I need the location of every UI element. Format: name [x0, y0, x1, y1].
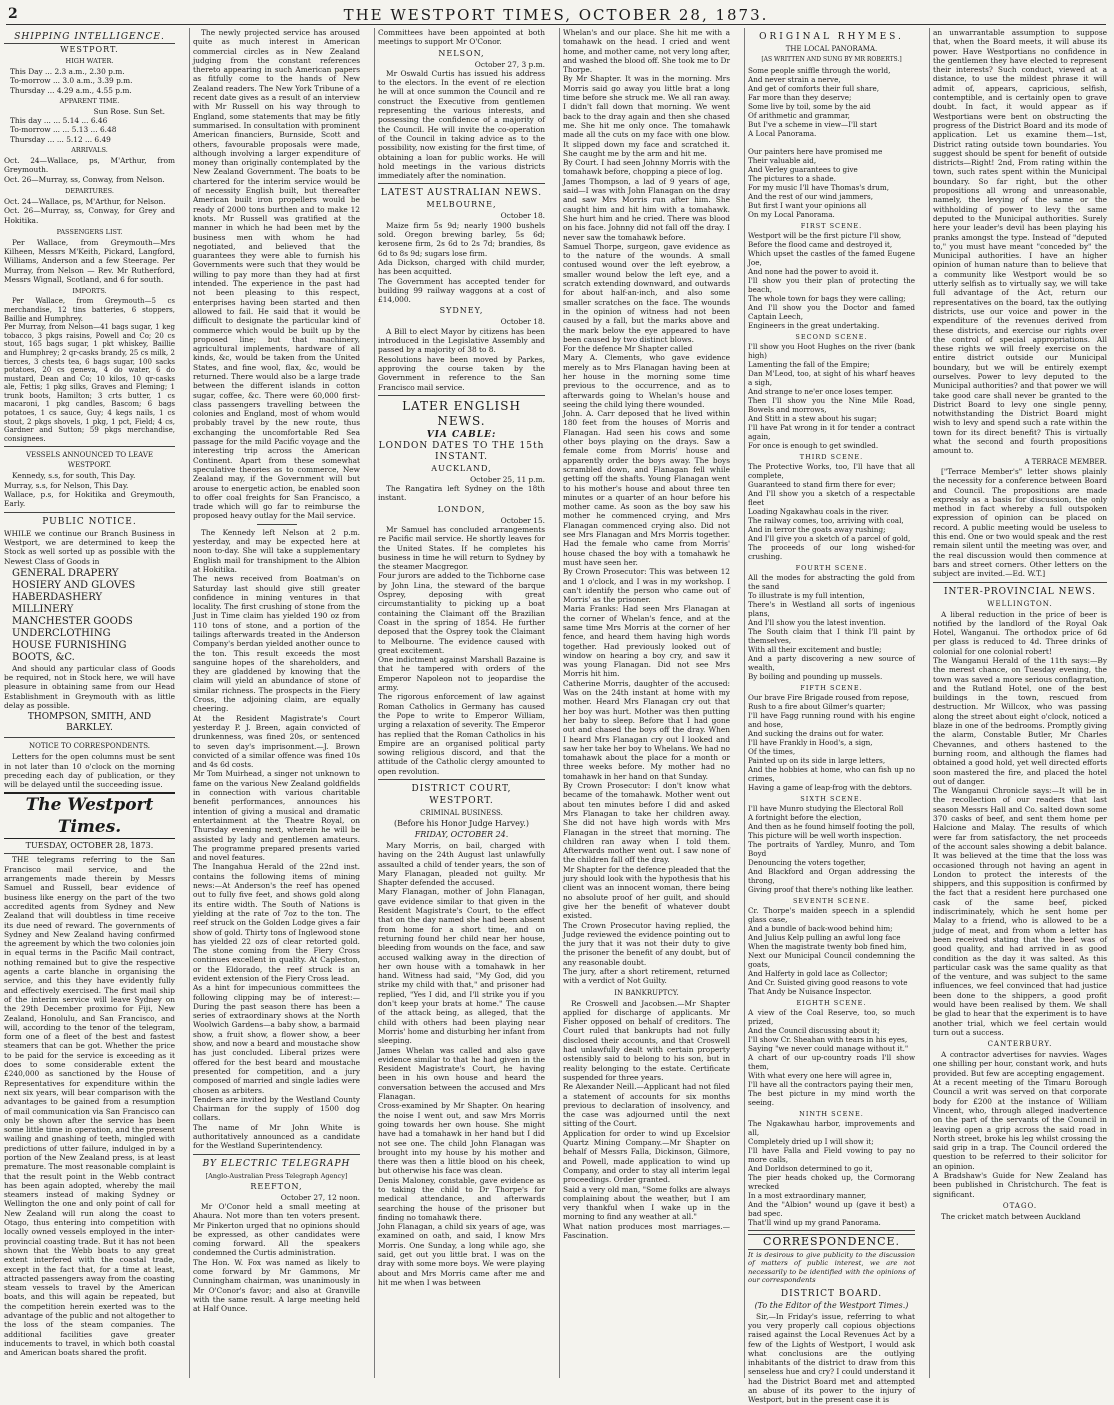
divider [378, 395, 545, 396]
imports-heading: IMPORTS. [72, 287, 107, 296]
sydney-date: October 18. [500, 317, 545, 327]
scene-text: All the modes for abstracting the gold from the sand To illustrate is my full intention, There's in Westland all sorts of ingenious plans, And I'll show you the latest invention. The South claim that I think I'll paint by themselves, With all their excitement and bustle; And a party discovering a new source of wealth, By boiling and pounding up mussels. [748, 573, 915, 681]
public-notice-body: And should any particular class of Goods be required, not in Stock here, we will have pleasure in obtaining same from our Head Establishment in Greymouth with as little delay as possible. [4, 663, 175, 710]
goods-item: MILLINERY [12, 603, 74, 615]
nelson-date: October 27, 3 p.m. [474, 59, 545, 69]
reefton-heading: REEFTON, [250, 1181, 303, 1191]
paper-title: The Westport Times. [4, 792, 175, 839]
shipping-heading: SHIPPING INTELLIGENCE. [4, 31, 175, 44]
imports-text: Per Wallace, from Greymouth—5 cs merchandise, 12 tins batteries, 6 stoppers, Baillie and Humphrey. Per Murray, from Nelson—41 bags sugar, 1 keg tobacco, 3 pkgs raisins, Powell and Co; 20 cs stout, 165 bags sugar, 1 pkt whiskey, Baillie and Humphrey; 2 qr-casks brandy, 25 cs milk, 2 tierces, 3 chests tea, 6 bags sugar, 100 sacks potatoes, 20 cs geneva, 4 do water, 6 do mustard, Dean and Co; 10 kilos, 10 qr-casks ale, Fettis; 1 pkg silks, Graves and Fleming; 1 trunk boots, Hamilton; 3 crts butter, 1 cs macaroni, 1 pkg candles, Bascom; 6 bags potatoes, 1 cs sauce, Guy; 4 kegs nails, 1 cs stout, 2 pkgs shovels, 1 pkg, 1 pct, Field; 4 cs, Gardner and Sutton; 59 pkgs merchandise, consignees. [4, 297, 175, 443]
goods-list [4, 568, 175, 664]
divider [4, 446, 175, 447]
column-4 [559, 28, 733, 1378]
bankruptcy-heading: IN BANKRUPTCY. [614, 988, 679, 997]
scene-heading: THIRD SCENE. [799, 453, 864, 461]
scene-text: Our brave Fire Brigade roused from repose, Rush to a fire about Gilmer's quarter; I'll have Fagg running round with his engine and hose, And sucking the drains out for water. I'll have Frankly in Hood's, a sign, Of the times, Painted up on its side in large letters, And the hobbies at home, who can fish up no crimes, Having a game of leap-frog with the debtors. [748, 693, 915, 792]
scene-heading: FIFTH SCENE. [800, 684, 863, 692]
melbourne-heading: MELBOURNE, [426, 200, 497, 210]
sun-row: To-morrow ... ... 5.13 ... 6.48 [10, 125, 117, 135]
scene-text: The Ngakawhau harbor, improvements and all, Completely dried up I will show it; I'll have Falla and Field vowing to pay no more calls, And Dorldson determined to go it, The pier heads choked up, the Cormorang wrecked In a most extraordinary manner, And the "Albion" wound up (gave it best) a bad spec. That'll wind up my grand Panorama. [748, 1119, 915, 1227]
column-6 [929, 28, 1110, 1378]
local-news: The Kennedy left Nelson at 2 p.m. yesterday, and may be expected here at noon to-day. She will take a supplementary English mail for transhipment to the Albion at Hokitika. The news received from Boatman's on Saturday last should give still greater confidence in mining ventures in that locality. The first crushing of stone from the Just in Time claim has yielded 190 oz from 110 tons of stone, and a portion of the tailings afterwards treated in the Anderson Company's berdan yielded another ounce to the ton. This result exceeds the most sanguine hopes of the shareholders, and they are gladdened by knowing that the claim will yield an abundance of stone of similar richness. The prospects in the Fiery Cross, the adjoining claim, are equally cheering. At the Resident Magistrate's Court yesterday P. J. Breen, again convicted of drunkenness, was fined 20s, or sentenced to seven day's imprisonment.—J. Brown convicted of a similar offence was fined 10s and 4s 6d costs. Mr Tom Muirhead, a singer not unknown to fame on the various New Zealand goldfields in connection with various charitable benefit performances, announces his intention of giving a musical and dramatic entertainment at the Theatre Royal, on Thursday evening next, wherein he will be assisted by lady and gentlemen amateurs. The programme prepared presents varied and novel features. The Inangahua Herald of the 22nd inst. contains the following items of mining news:—At Anderson's the reef has opened out to fully five feet, and shows gold along its entire width. The South of Nations is yielding at the rate of 7oz to the ton. The reef struck on the Golden Lodge gives a fair show of gold. Thirty tons of Inglewood stone has yielded 22 ozs of clear retorted gold. The stone coming from the Fiery Cross continues excellent in quality. At Capleston, or the Eldorado, the reef struck is an evident extension of the Fiery Cross lead. As a hint for impecunious committees the following clipping may be of interest:—During the past season there has been a series of extraordinary shows at the North Woolwich Gardens—a baby show, a barmaid show, a fruit show, a flower show, a beer show, and now a beard and moustache show has just concluded. Liberal prizes were offered for the best beard and moustache presented for competition, and a jury composed of married and single ladies were chosen as arbiters. Tenders are invited by the Westland County Chairman for the supply of 1500 dog collars. The name of Mr John White is authoritatively announced as a candidate for the Westland Superintendency. [193, 527, 360, 1151]
arrivals-text: Oct. 24—Wallace, ps, M'Arthur, from Greymouth. Oct. 26—Murray, ss, Conway, from Nelson. [4, 156, 175, 184]
column-5 [744, 28, 918, 1405]
column-3 [374, 28, 548, 1378]
goods-item: HOSIERY AND GLOVES [12, 579, 136, 591]
wellington-heading: WELLINGTON. [987, 599, 1053, 608]
reefton-continued: Committees have been appointed at both meetings to support Mr O'Conor. [378, 28, 545, 47]
via-cable: VIA CABLE: [426, 429, 497, 440]
melbourne-text: Maize firm 5s 9d; nearly 1900 bushels sold. Oregon brewing barley, 5s 6d; kerosene firm, 2s 6d to 2s 7d; brandies, 8s 6d to 8s 9d; sugars lose firm. Ada Dickson, charged with child murder, has been acquitted. The Government has accepted tender for building 99 railway waggons at a cost of £14,000. [378, 220, 545, 305]
auckland-heading: AUCKLAND, [431, 463, 492, 473]
goods-item: GENERAL DRAPERY [12, 567, 119, 579]
divider [378, 183, 545, 184]
telegraph-heading: BY ELECTRIC TELEGRAPH [202, 1158, 351, 1169]
before-judge: (Before his Honor Judge Harvey.) [394, 819, 529, 828]
departures-heading: DEPARTURES. [65, 186, 114, 195]
panorama-verse: Some people sniffle through the world, And never strain a nerve, And get of comforts their full share, Far more than they deserve; Some live by toil, some by the aid Of arithmetic and grammar, But I've a scheme in view—I'll start A Local Panorama. Our painters here have promised me Their valuable aid, And Verley guarantees to give The pictures to a shade. For my music I'll have Thomas's drum, And the rest of our wind jammers, But first I want your opinions all On my Local Panorama. [748, 66, 891, 219]
column-2 [189, 28, 363, 1378]
court-text: Mary Morris, on bail, charged with having on the 24th August last unlawfully assaulted a child of tender years, the son of Mary Flanagan, pleaded not guilty. Mr Shapter defended the accused. Mary Flanagan, mother of John Flanagan, gave evidence similar to that given in the Resident Magistrate's Court, to the effect that on the day named she had been absent from home for a short time, and on returning found her child near her house, bleeding from wounds on the face, and saw accused walking away in the direction of her own house with a tomahawk in her hand. Witness had said, "My God, did you strike my child with that," and prisoner had replied, "Yes I did, and I'll strike you if you don't keep your brats at home." The cause of the attack being, as alleged, that the child with others had been playing near Morris' home and disturbing her infant from sleeping. James Whelan was called and also gave evidence similar to that he had given in the Resident Magistrate's Court, he having been in his own house and heard the conversation between the accused and Mrs Flanagan. Cross-examined by Mr Shapter. On hearing the noise I went out, and saw Mrs Morris going towards her own house. She might have had a tomahawk in her hand but I did not see one. The child John Flanagan was brought into my house by his mother and there was then a little blood on his cheek, but otherwise his face was clean. Denis Maloney, constable, gave evidence as to taking the child to Dr Thorpe's for medical attendance, and afterwards searching the house of the prisoner but finding no tomahawk there. John Flanagan, a child six years of age, was examined on oath, and said, I know Mrs Morris. One Sunday, a long while ago, she said, get out you little brat. I was on the dray with some more boys. We were playing about and Mrs Morris came after me and hit me when I was between [378, 841, 545, 1287]
scene-heading: SIXTH SCENE. [800, 795, 863, 803]
divider [4, 737, 175, 738]
nelson-heading: NELSON, [438, 48, 485, 58]
later-english-heading: LATER ENGLISH NEWS. [402, 398, 521, 428]
correspondents-text: Letters for the open columns must be sent in not later than 10 o'clock on the morning preceding each day of publication, or they will be delayed until the succeeding issue. [4, 752, 175, 790]
tide-row: Thursday ... 4.29 a.m., 4.55 p.m. [10, 85, 132, 95]
scenes [748, 222, 915, 1227]
london-date: October 15. [500, 515, 545, 525]
rhymes-heading: ORIGINAL RHYMES. [759, 32, 904, 42]
masthead [6, 4, 1106, 25]
melbourne-date: October 18. [500, 211, 545, 221]
departures-text: Oct. 24—Wallace, ps, M'Arthur, for Nelson. Oct. 26—Murray, ss, Conway, for Grey and Hokitika. [4, 196, 175, 225]
london-text: Mr Samuel has concluded arrangements re Pacific mail service. He shortly leaves for the United States. If he completes his business in time he will return to Sydney by the steamer Macgregor. Four jurors are added to the Tichborne case by John Lina, the steward of the barque Osprey, deposing with great circumstantiality to picking up a boat containing the Claimant off the Brazilian Coast in the spring of 1854. He further deposed that the Osprey took the Claimant to Melbourne. The evidence caused with great excitement. One indictment against Marshall Bazaine is that he tampered with orders of the Emperor Napoleon not to jeopardise the army. The rigorous enforcement of law against Roman Catholics in Germany has caused the Pope to write to Emperor William, urging a relaxation of severity. The Emperor has replied that the Roman Catholics in his Empire are an organised political party sowing religious discord, and that the attitude of the Catholic clergy amounted to open revolution. [378, 524, 545, 776]
tide-row: To-morrow ... 3.0 a.m., 3.39 p.m. [10, 76, 133, 86]
correspondence-heading: CORRESPONDENCE. [748, 1234, 915, 1250]
scene-heading: NINTH SCENE. [799, 1110, 864, 1118]
masthead-title: THE WESTPORT TIMES, OCTOBER 28, 1873. [343, 6, 769, 24]
scene-text: Cr. Thorpe's maiden speech in a splendid glass case, And a bundle of back-wood behind him; And Julius Kelp pulling an awful long face When the magistrate twenty bob fined him, Next our Municipal Council condemning the goats, And Halferty in gold lace as Collector; And Cr. Suisted giving good reasons to vote That Andy be Nuisance Inspector. [748, 906, 915, 996]
goods-item: HABERDASHERY [12, 591, 103, 603]
canterbury-heading: CANTERBURY. [987, 1040, 1053, 1049]
divider [748, 1230, 915, 1231]
panorama-heading: THE LOCAL PANORAMA. [785, 45, 878, 53]
otago-heading: OTAGO. [1002, 1201, 1038, 1210]
district-board-letter: Sir,—In Friday's issue, referring to what you very properly call copious objections raised against the Local Revenues Act by a few of the Lights of Westport, I would ask what conclusions are the outlying inhabitants of the district to draw from this senseless hue and cry? I could understand it had the District Board met and attempted an abuse of its power to the injury of Westport, but in the present case it is [748, 1311, 915, 1405]
tide-row: This Day ... 2.3 a.m., 2.30 p.m. [10, 67, 125, 76]
divider [4, 512, 175, 513]
scene-heading: FOURTH SCENE. [795, 564, 868, 572]
inter-provincial-heading: INTER-PROVINCIAL NEWS. [944, 586, 1096, 597]
high-water-heading: HIGH WATER. [65, 57, 114, 65]
scene-text: I'll have Munro studying the Electoral Roll A fortnight before the election, And then as he found himself footing the poll, This picture will be well worth inspection. The portraits of Yardley, Munro, and Tom Boyd Denouncing the voters together, And Blackford and Organ addressing the throng, Giving proof that there's nothing like leather. [748, 804, 915, 894]
shipping-place: WESTPORT. [60, 45, 119, 54]
paper-date: TUESDAY, OCTOBER 28, 1873. [4, 841, 175, 854]
nelson-text: Mr Oswald Curtis has issued his address to the electors. In the event of re election he will at once summon the Council and re construct the Executive from gentlemen representing the various interests, and possessing the confidence of a majority of the Council. He will invite the co-operation of the Council in taking advice as to the possibility, now existing for the first time, of obtaining a loan for public works. He will hold meetings in the various districts immediately after the nomination. [378, 68, 545, 181]
divider [257, 524, 297, 525]
goods-item: HOUSE FURNISHING [12, 639, 127, 651]
scene-text: The Protective Works, too, I'll have that all complete, Guaranteed to stand firm there for ever; And I'll show you a sketch of a respectable fleet Loading Ngakawhau coals in the river. The railway comes, too, arriving with coal, And in terror the goats away rushing; And I'll give you a sketch of a parcel of gold, The proceeds of our long wished-for crushing. [748, 462, 915, 561]
board-letter-signature: A TERRACE MEMBER. [1024, 457, 1107, 466]
goods-item: UNDERCLOTHING [12, 627, 111, 639]
wellington-text: A liberal reduction in the price of beer is notified by the landlord of the Royal Oak Hotel, Wanganui. The orthodox price of 6d per glass is reduced to 4d. Three drinks of colonial for one colonial robert! The Wanganui Herald of the 11th says:—By the merest chance, on Tuesday evening, the town was saved a more serious conflagration, and the Rutland Hotel, one of the best buildings in the town, rescued from destruction. Mr Willcox, who was passing along the street about eight o'clock, noticed a blaze in one of the bedrooms. Promptly giving the alarm, Constable Butler, Mr Charles Chevannes, and others hastened to the burning room, and although the flames had obtained a good hold, yet well directed efforts soon mastered the fire, and placed the hotel out of danger. The Wanganui Chronicle says:—It will be in the recollection of our readers that last season Messrs Hall and Co. salted down some 370 casks of beef, and sent them home per Halcione and Malay. The results of which were far from satisfactory, the net proceeds of the account sales showing a debit balance. It was believed at the time that the loss was occasioned through not having an agent in London to protect the interests of the shippers, and this supposition is confirmed by the fact that a resident here purchased one cask of the same beef, picked indiscriminately, which he sent home per Malay to a friend, who is allowed to be a judge of meat, and from whom a letter has been received stating that the beef was of good quality, and had arrived in as good condition as the day it was salted. As this particular cask was the same quality as that of the venture, and was subject to the same influences, we feel convinced that had justice been done to the shippers, a good profit would have been realised by them. We shall be glad to hear that the experiment is to have another trial, which we feel certain would turn out a success. [933, 609, 1107, 1037]
scene-text: A view of the Coal Reserve, too, so much prized, And the Council discussing about it; I'll show Cr. Sheahan with tears in his eyes, Saying "we never could manage without it." A chart of our up-country roads I'll show them, With what every one here will agree in, I'll have all the contractors paying their men, The best picture in my mind worth the seeing. [748, 1008, 915, 1107]
passengers-heading: PASSENGERS LIST. [56, 227, 123, 236]
otago-text: The cricket match between Auckland [941, 1211, 1081, 1221]
editorial-text: THE telegrams referring to the San Francisco mail service, and the arrangements made therein by Messrs Samuel and Russell, bear evidence of business like energy on the part of the two accredited agents from Sydney and New Zealand that will doubtless in time receive its due need of reward. The governments of Sydney and New Zealand having confirmed the agreement by which the two colonies join in equal terms in the Pacific Mail contract, nothing remained but to give the respective agents a carte blanche in organising the service, and this they have evidently fully and effectively exercised. The first mail ship of the interim service will leave Sydney on the 29th December proximo for Fiji, New Zealand, Honolulu, and San Francisco, and will, according to the tenor of the telegram, form one of a fleet of the best and fastest steamers that can be got. Whether the price to be paid for the service is exceeding as it does to some considerable extent the £240,000 as sanctioned by the House of Representatives for expenditure within the next six years, will bear comparison with the advantages to be gained from a resumption of mail communication via San Francisco can only be shown after the service has been some little time in operation, and the present wailing and gnashing of teeth, mingled with predictions of utter failure, indulged in by a portion of the New Zealand press, is at least premature. The most reasonable complaint is that the result point in the Webb contract has been again adopted, whereby the mail steamers instead of making Sydney or Wellington the one and only point of call for New Zealand will run along the coast to Otago, thus entering into competition with locally owned vessels employed in the inter-provincial coasting trade. But it has not been shown that the Webb boats to any great extent interfered with the coastal trade, except in the fact that, for a time at least, attracted passengers away from the coasting steam vessels to travel by the American boats, and this will again be repeated, but the competition herein exerted was to the advantage of the public and not altogether to the loss of the steam companies. The additional facilities gave greater inducements to travel, in which both coastal and American boats shared the profit. [4, 855, 175, 1358]
sydney-heading: SYDNEY, [439, 306, 484, 316]
london-heading: LONDON, [437, 504, 486, 514]
district-board-heading: DISTRICT BOARD. [780, 1288, 883, 1299]
correspondents-heading: NOTICE TO CORRESPONDENTS. [28, 742, 151, 751]
scene-heading: FIRST SCENE. [800, 222, 863, 230]
arrivals-heading: ARRIVALS. [71, 146, 108, 155]
editorial-continued: The newly projected service has aroused quite as much interest in American commercial circles as in New Zealand judging from the constant references thereto appearing in such American papers as fitfully come to the hands of New Zealand readers. The New York Tribune of a recent date gives as a result of an interview with Mr Russell on his way through to England, some statements that may be fitly summarised. In consultation with prominent American financiers, Burnside, Scott and others, favourable proposals were made, although involving a larger expenditure of money than originally contemplated by the New Zealand Government. The boats to be chartered for the interim service would be of necessity English built, but thereafter American built iron propellers would be ready of 2000 tons burthen and to make 12 knots. Mr Russell was gratified at the manner in which he had been met by the business men with whom he had negotiated, and believed that the guarantees they were able to furnish his Governments were such that they would be willing to pay more than they had at first intended. The experience in the past had not been pleasing to this respect, enterprises having been started and then allowed to fail. He said that it would be difficult to designate the particular kind of commerce which would be built up by the proposed line; but that machinery, agricultural implements, hardware of all kinds, &c, would be taken from the United States, and fine wool, flax, &c, would be returned. There would also be a large trade between the different islands in cotton sugar, coffee, &c. There were 60,000 first-class passengers travelling between the colonies and England, most of whom would probably travel by the new route, thus exchanging the uncomfortable Red Sea passage for the mild Pacific voyage and the interesting trip across the American Continent. Apart from these somewhat speculative theories as to commerce, New Zealand may, if the Government will but arouse to energetic action, be enabled soon to offer coal freights for San Francisco, a trade which will go far to reimburse the proposed heavy outlay for the Mail service. [193, 28, 360, 521]
scene-heading: SECOND SCENE. [795, 333, 868, 341]
district-court-heading: DISTRICT COURT, WESTPORT. [411, 784, 512, 806]
goods-item: BOOTS, &C. [12, 651, 75, 663]
sun-heading: Sun Rose. Sun Set. [93, 106, 165, 116]
scene-heading: EIGHTH SCENE. [796, 999, 867, 1007]
scene-text: I'll show you Hoot Hughes on the river (bank high) Lamenting the fall of the Empire; Dan M'Leod, too, at sight of his wharf heaves a sigh, And strange to ne'er once loses temper. Then I'll show you the Nine Mile Road, Bowels and morrows, And Stitt in a stew about his sugar; I'll have Pat wrong in it for tender a contract again, For once is enough to get swindled. [748, 342, 915, 450]
correspondence-note: It is desirous to give publicity to the discussion of matters of public interest, we are not necessarily to be identified with the opinions of our correspondents [748, 1251, 915, 1285]
reefton-text: Mr O'Conor held a small meeting at Ahaura. Not more than ten voters present. Mr Pinkerton urged that no opinions should be expressed, as other candidates were coming forward. All the speakers condemned the Curtis administration. The Hon. W. Fox was named as likely to come forward by Mr Gammons, Mr Cunningham chairman, was unanimously in Mr O'Conor's favor; and also at Granville with the same result. A large meeting held at Half Ounce. [193, 1201, 360, 1314]
divider [378, 779, 545, 780]
divider [193, 1154, 360, 1155]
sun-row: Thursday ... ... 5.12 ... 6.49 [10, 134, 111, 144]
sun-row: This day ... ... 5.14 ... 6.46 [10, 116, 108, 126]
panorama-subheading: [AS WRITTEN AND SUNG BY MR ROBERTS.] [761, 56, 902, 63]
sydney-text: A Bill to elect Mayor by citizens has been introduced in the Legislative Assembly and passed by a majority of 38 to 8. Resolutions have been moved by Parkes, approving the course taken by the Government in reference to the San Francisco mail service. [378, 326, 545, 392]
public-notice-signature: THOMPSON, SMITH, AND BARKLEY. [27, 712, 152, 734]
telegraph-agency: [Anglo-Australian Press Telegraph Agency] [205, 1171, 348, 1180]
to-editor: (To the Editor of the Westport Times.) [754, 1300, 909, 1310]
apparent-time-heading: APPARENT TIME. [59, 96, 120, 105]
scene-heading: SEVENTH SCENE. [792, 897, 871, 905]
scene-text: Westport will be the first picture I'll show, Before the flood came and destroyed it, Which upset the castles of the famed Eugene Joe, And none had the power to avoid it. I'll show you their plan of protecting the beach, The whole town for bags they were calling; And I'll show you the Doctor and famed Captain Leech, Engineers in the great undertaking. [748, 231, 915, 330]
public-notice-intro: WHILE we continue our Branch Business in Westport, we are determined to keep the Stock as well sorted up as possible with the Newest Class of Goods in [4, 528, 175, 566]
criminal-heading: CRIMINAL BUSINESS. [420, 809, 503, 817]
court-date: FRIDAY, OCTOBER 24. [414, 830, 509, 839]
london-dates: LONDON DATES TO THE 15th INSTANT. [378, 440, 545, 462]
public-notice-heading: PUBLIC NOTICE. [42, 516, 137, 527]
column-1 [4, 28, 178, 1378]
goods-item: MANCHESTER GOODS [12, 615, 133, 627]
bankruptcy-text: Re Croswell and Jacobsen.—Mr Shapter applied for discharge of applicants. Mr Fisher opposed on behalf of creditors. The Court ruled that bankrupts had not fully disclosed their accounts, and that Croswell had unlawfully dealt with certain property ostensibly said to belong to his son, but in reality belonging to the estate. Certificate suspended for three years. Re Alexander Neill.—Applicant had not filed a statement of accounts for six months previous to declaration of insolvency, and the case was adjourned until the next sitting of the Court. Application for order to wind up Excelsior Quartz Mining Company.—Mr Shapter on behalf of Messrs Falla, Dickinson, Gilmore, and Powell, made application to wind up Company, and order to stay all interim legal proceedings. Order granted. Said a very old man, "Some folks are always complaining about the weather, but I am very thankful when I wake up in the morning to find any weather at all." What nation produces most marriages.—Fascination. [563, 998, 730, 1240]
auckland-date: October 25, 11 p.m. [470, 474, 545, 484]
court-continued: Whelan's and our place. She hit me with a tomahawk on the head. I cried and went home, and mother came, not very long after, and washed the blood off. She took me to Dr Thorpe. By Mr Shapter. It was in the morning. Mrs Morris said go away you little brat a long time before she struck me. We all ran away. I didn't fall down that morning. We went back to the dray again and then she chased me. She hit me only once. The tomahawk made all the cuts on my face with one blow. It slipped down my face and scratched it. She caught me by the arm and hit me. By Court. I had seen Johnny Morris with the tomahawk before, chopping a piece of log. James Thompson, a lad of 9 years of age, said—I was with John Flanagan on the dray and saw Mrs Morris run after him. She caught him and hit him with a tomahawk. She hurt him and he cried. There was blood on his face. Johnny did not fall off the dray. I never saw the tomahawk before. Samuel Thorpe, surgeon, gave evidence as to the nature of the wounds. A small contused wound over the left eyebrow, a smaller wound below the left eye, and a scratch extending downward, and outwards for about half-an-inch, and also some smaller scratches on the face. The wounds in the opinion of witness had not been caused by a fall, but the marks above and the mark below the eye appeared to have been caused by two distinct blows. For the defence Mr Shapter called Mary A. Clements, who gave evidence merely as to Mrs Flanagan having been at her house in the morning some time previous to the occurrence, and as to afterwards going to Whelan's house and seeing the child lying there wounded. John. A. Carr deposed that he lived within 180 feet from the houses of Morris and Flanagan. Had seen his cows and some other boys playing on the drays. Saw a female come from Morris' house and apparently order the boys away. The boys scrambled down, and Flanagan fell while getting off the shafts. Young Flanagan went to his mother's house and about three ten minutes or a quarter of an hour before his mother came. As soon as the boy saw his mother he commenced crying, and Mrs Flanagan commenced crying also. Did not see Mrs Flanagan and Mrs Morris together. Had the female who came from Morris' house chased the boy with a tomahawk he must have seen her. By Crown Prosecutor: This was between 12 and 1 o'clock, and I was in my workshop. I can't identify the person who came out of Morris' as the prisoner. Maria Franks: Had seen Mrs Flanagan at the corner of Whelan's fence, and at the same time Mrs Morris at the corner of her fence, and heard them having high words together. Had previously looked out of window on hearing a boy cry, and saw it was young Flanagan. Did not see Mrs Morris hit him. Catherine Morris, daughter of the accused: Was on the 24th instant at home with my mother. Heard Mrs Flanagan cry out that her boy was hurt. Mother was then putting her baby to sleep. Before that I had gone out and chased the boys off the dray. When I heard Mrs Flanagan cry out I looked and saw her take her boy to Whelans. We had no tomahawk about the place for a month or three weeks before. My mother had no tomahawk in her hand on that Sunday. By Crown Prosecutor: I don't know what became of the tomahawk. Mother went out about ten minutes before I did and asked Mrs Flanagan to take her children away. She did not have high words with Mrs Flanagan in the street that morning. The children ran away when I told them. Afterwards mother went out. I saw none of the children fall off the dray. Mr Shapter for the defence pleaded that the jury should look with the hypothesis that his client was an innocent woman, there being no absolute proof of her guilt, and should give her the benefit of whatever doubt existed. The Crown Prosecutor having replied, the Judge reviewed the evidence pointing out to the jury that it was not their duty to give the prisoner the benefit of any doubt, but of any reasonable doubt. The jury, after a short retirement, returned with a verdict of Not Guilty. [563, 28, 730, 986]
divider [933, 582, 1107, 583]
vessels-heading: VESSELS ANNOUNCED TO LEAVE WESTPORT. [25, 451, 154, 470]
passengers-text: Per Wallace, from Greymouth—Mrs Kilheen, Messrs M'Keith, Pickard, Langford, Williams, Anderson and a few Steerage. Per Murray, from Nelson — Rev. Mr Rutherford, Messrs Wignall, Scotland, and 6 for south. [4, 237, 175, 285]
auckland-text: The Rangatira left Sydney on the 18th instant. [378, 484, 545, 503]
editor-note: ["Terrace Member's" letter shows plainly the necessity for a conference between Board and Council. The propositions are made expressly as a basis for discussion, the only method in fact whereby a full outspoken expression of opinion can be placed on record. A public meeting would be useless to this end. One or two would speak and the rest remain silent until the meeting was over, and the real discussion would then commence at bars and street corners. Other letters on the subject are invited.—Ed. W.T.] [933, 466, 1107, 579]
page-number: 2 [8, 6, 18, 22]
canterbury-text: A contractor advertises for navvies. Wages one shilling per hour, constant work, and huts provided. But few are accepting engagement. At a recent meeting of the Timaru Borough Council a writ was served on that corporate body for £200 at the instance of William Vincent, who, through alleged inadvertence on the part of the servants of the Council in leaving open a grip across the said road in North street, broke his leg whilst crossing the said grip in a trap. The Council ordered the question to be referred to their solicitor for an opinion. A Bradshaw's Guide for New Zealand has been published in Christchurch. The feat is significant. [933, 1050, 1107, 1199]
vessels-text: Kennedy, s.s, for south, This Day. Murray, s.s, for Nelson, This Day. Wallace, p.s, for Hokitika and Greymouth, Early. [4, 471, 175, 509]
reefton-date: October 27, 12 noon. [280, 1192, 360, 1202]
board-letter-continued: an unwarrantable assumption to suppose that, when the Board meets, it will abuse its power. Have Westportians no confidence in the gentlemen they have elected to represent their interests? Such conduct, viewed at a distance, to use the mildest phrase it will admit of, appears, capricious, selfish, contemptible, and is certainly open to grave doubt. In fact, it would appear as if Westportians were bent on obstructing the progress of the District Board and its mode of application. Let us examine them—1st, District rating outside town boundaries. You suggest should be spent for benefit of outside districts—Right! 2nd, From rating within the town, such rates spent within the Municipal boundary. So far right, but the other propositions all wrong and unreasonable, namely, the levying of the same or the withholding of power to levy the same deputed to the Municipal authorities. Surely here your leader's devil has been playing his pranks amongst the type. Instead of "deputed to," you must have meant "conceded by" the Municipal authorities. I have an higher opinion of human nature than to believe that a community like Westport would be so utterly selfish as to virtually say, we will take full advantage of the Act, return our representatives on the board, tax the outlying districts, use our voice and power in the expenditure of the revenues derived from these districts, and exercise our rights over the control of special appropriations. All these rights we will freely exercise on the entire district outside our Municipal boundary, but we will be entirely exempt ourselves. Power to levy deputed to the Municipal authorities? and that power we will take good care shall never be granted to the District Board to levy one single penny, notwithstanding the District Board might wish to levy and spend such a rate within the town for its direct benefit? This is virtually what the second and fourth propositions amount to. [933, 28, 1107, 456]
latest-heading: LATEST AUSTRALIAN NEWS. [380, 188, 543, 199]
